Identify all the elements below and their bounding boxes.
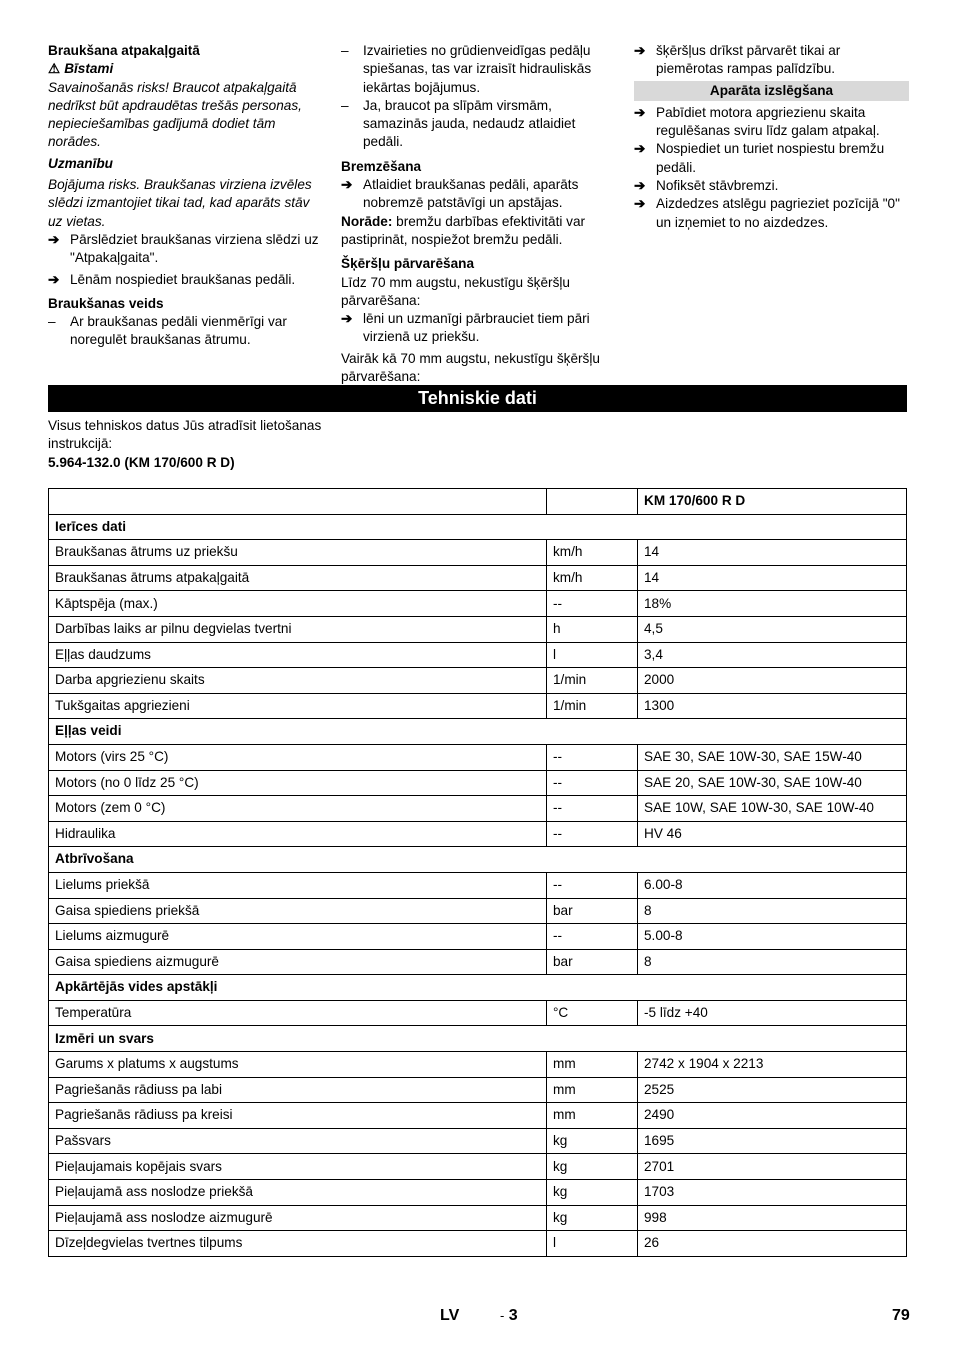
unit-cell: -- <box>547 872 638 898</box>
table-row <box>49 1205 907 1231</box>
unit-cell: -- <box>547 770 638 796</box>
param-cell: Pieļaujamā ass noslodze aizmugurē <box>49 1205 547 1231</box>
table-row <box>49 770 907 796</box>
model-number: 5.964-132.0 (KM 170/600 R D) <box>48 454 235 470</box>
column-2 <box>341 42 617 386</box>
arrow-icon: ➔ <box>634 178 646 194</box>
caution-text: Bojājuma risks. Braukšanas virziena izvēles slēdzi izmantojiet tikai tad, kad aparāts stāv uz vietas. <box>48 177 312 229</box>
dash-icon: – <box>341 43 349 58</box>
note-text: bremžu darbības efektivitāti var pastiprināt, nospiežot bremžu pedāli. <box>341 213 586 247</box>
unit-cell: mm <box>547 1052 638 1078</box>
note-paragraph <box>341 213 617 250</box>
heading-shutdown: Aparāta izslēgšana <box>634 81 909 101</box>
value-cell: 14 <box>638 565 907 591</box>
unit-cell: kg <box>547 1128 638 1154</box>
unit-cell: 1/min <box>547 668 638 694</box>
value-cell: 2742 x 1904 x 2213 <box>638 1052 907 1078</box>
table-row <box>49 1077 907 1103</box>
step-item: ➔ Pabīdiet motora apgriezienu skaita regulēšanas sviru līdz galam atpakaļ. <box>634 104 880 139</box>
value-cell: HV 46 <box>638 821 907 847</box>
param-cell: Kāptspēja (max.) <box>49 591 547 617</box>
arrow-icon: ➔ <box>634 104 646 120</box>
dash-item: – Ar braukšanas pedāli vienmērīgi var noregulēt braukšanas ātrumu. <box>48 314 287 348</box>
value-cell: 18% <box>638 591 907 617</box>
table-row <box>49 821 907 847</box>
arrow-icon: ➔ <box>634 196 646 212</box>
danger-label-row <box>48 60 324 78</box>
table-row <box>49 949 907 975</box>
step-item: ➔ Lēnām nospiediet braukšanas pedāli. <box>48 271 324 289</box>
unit-cell: km/h <box>547 540 638 566</box>
param-cell: Motors (zem 0 °C) <box>49 796 547 822</box>
unit-cell: l <box>547 642 638 668</box>
step-item: ➔ šķēršļus drīkst pārvarēt tikai ar piemērotas rampas palīdzību. <box>634 43 841 77</box>
value-cell: 1300 <box>638 693 907 719</box>
table-row <box>49 565 907 591</box>
section-label: Eļļas veidi <box>49 719 907 745</box>
value-cell: 4,5 <box>638 616 907 642</box>
unit-cell: mm <box>547 1077 638 1103</box>
value-cell: 26 <box>638 1231 907 1257</box>
step-item: ➔ Pārslēdziet braukšanas virziena slēdzi uz "Atpakaļgaita". <box>48 231 319 266</box>
dash-icon: – <box>48 314 56 330</box>
param-cell: Pieļaujamā ass noslodze priekšā <box>49 1180 547 1206</box>
param-cell: Lielums priekšā <box>49 872 547 898</box>
arrow-icon: ➔ <box>341 311 353 327</box>
param-cell: Hidraulika <box>49 821 547 847</box>
value-cell: 8 <box>638 949 907 975</box>
table-row <box>49 1128 907 1154</box>
unit-cell: kg <box>547 1205 638 1231</box>
table-row <box>49 1000 907 1026</box>
unit-cell: kg <box>547 1154 638 1180</box>
value-cell: 2701 <box>638 1154 907 1180</box>
value-cell: 2490 <box>638 1103 907 1129</box>
param-cell: Gaisa spiediens aizmugurē <box>49 949 547 975</box>
section-label: Izmēri un svars <box>49 1026 907 1052</box>
param-cell: Tukšgaitas apgriezieni <box>49 693 547 719</box>
param-cell: Gaisa spiediens priekšā <box>49 898 547 924</box>
param-cell: Motors (virs 25 °C) <box>49 744 547 770</box>
table-row <box>49 591 907 617</box>
unit-cell: mm <box>547 1103 638 1129</box>
table-row <box>49 924 907 950</box>
unit-cell: -- <box>547 796 638 822</box>
obstacle-text-2: Vairāk kā 70 mm augstu, nekustīgu šķēršļu pārvarēšana: <box>341 350 600 385</box>
footer-language: LV <box>440 1307 460 1324</box>
param-cell: Braukšanas ātrums atpakaļgaitā <box>49 565 547 591</box>
step-item: ➔ Atlaidiet braukšanas pedāli, aparāts nobremzē patstāvīgi un apstājas. <box>341 177 579 211</box>
table-row <box>49 1231 907 1257</box>
section-label: Apkārtējās vides apstākļi <box>49 975 907 1001</box>
param-cell: Temperatūra <box>49 1000 547 1026</box>
unit-cell: km/h <box>547 565 638 591</box>
obstacle-text-1: Līdz 70 mm augstu, nekustīgu šķēršļu pārvarēšana: <box>341 274 570 308</box>
intro <box>48 417 328 472</box>
table-section-row <box>49 514 907 540</box>
unit-cell: -- <box>547 591 638 617</box>
param-cell: Pašsvars <box>49 1128 547 1154</box>
unit-cell: -- <box>547 744 638 770</box>
table-row <box>49 642 907 668</box>
warning-triangle-icon: ⚠ <box>48 61 61 77</box>
value-cell: 2000 <box>638 668 907 694</box>
param-cell: Pagriešanās rādiuss pa kreisi <box>49 1103 547 1129</box>
param-cell: Darba apgriezienu skaits <box>49 668 547 694</box>
value-cell: -5 līdz +40 <box>638 1000 907 1026</box>
unit-cell: h <box>547 616 638 642</box>
value-cell: SAE 10W, SAE 10W-30, SAE 10W-40 <box>638 796 907 822</box>
value-cell: 8 <box>638 898 907 924</box>
footer-local-page: - 3 <box>500 1307 518 1324</box>
heading-brake: Bremzēšana <box>341 158 422 174</box>
column-3 <box>634 42 909 232</box>
param-cell: Motors (no 0 līdz 25 °C) <box>49 770 547 796</box>
table-row <box>49 872 907 898</box>
section-label: Ierīces dati <box>49 514 907 540</box>
dash-item: – Izvairieties no grūdienveidīgas pedāļu spiešanas, tas var izraisīt hidrauliskās iekārtas bojājumus. <box>341 43 592 95</box>
value-cell: 6.00-8 <box>638 872 907 898</box>
column-1 <box>48 42 324 350</box>
value-cell: 998 <box>638 1205 907 1231</box>
arrow-icon: ➔ <box>634 141 646 157</box>
table-section-row <box>49 1026 907 1052</box>
param-cell: Braukšanas ātrums uz priekšu <box>49 540 547 566</box>
heading-reverse: Braukšana atpakaļgaitā <box>48 43 200 58</box>
step-item: ➔ lēni un uzmanīgi pārbrauciet tiem pāri virzienā uz priekšu. <box>341 311 590 345</box>
table-row <box>49 898 907 924</box>
param-cell: Darbības laiks ar pilnu degvielas tvertni <box>49 616 547 642</box>
value-cell: 1703 <box>638 1180 907 1206</box>
step-item: ➔ Nospiediet un turiet nospiestu bremžu pedāli. <box>634 141 885 175</box>
table-row <box>49 1103 907 1129</box>
table-row <box>49 1052 907 1078</box>
intro-text: Visus tehniskos datus Jūs atradīsit lietošanas instrukcijā: <box>48 418 322 452</box>
section-label: Atbrīvošana <box>49 847 907 873</box>
table-header-row <box>49 489 907 515</box>
header-cell <box>49 489 547 515</box>
danger-text: Savainošanās risks! Braucot atpakaļgaitā nedrīkst būt apdraudētas trešās personas, nepieciešamības gadījumā dodiet tām norādes. <box>48 79 302 150</box>
value-cell: 5.00-8 <box>638 924 907 950</box>
table-row <box>49 1154 907 1180</box>
unit-cell: bar <box>547 898 638 924</box>
caution-label: Uzmanību <box>48 155 113 171</box>
danger-label: Bīstami <box>64 61 114 77</box>
arrow-icon: ➔ <box>48 271 60 287</box>
arrow-icon: ➔ <box>634 43 646 58</box>
table-row <box>49 668 907 694</box>
table-row <box>49 796 907 822</box>
value-cell: 14 <box>638 540 907 566</box>
unit-cell: -- <box>547 821 638 847</box>
table-section-row <box>49 719 907 745</box>
unit-cell: kg <box>547 1180 638 1206</box>
dash-icon: – <box>341 97 349 113</box>
value-cell: 1695 <box>638 1128 907 1154</box>
header-cell: KM 170/600 R D <box>638 489 907 515</box>
dash-item: – Ja, braucot pa slīpām virsmām, samazinās jauda, nedaudz atlaidiet pedāli. <box>341 97 576 150</box>
tech-data-table <box>48 488 907 1257</box>
value-cell: 3,4 <box>638 642 907 668</box>
table-row <box>49 693 907 719</box>
note-label: Norāde: <box>341 213 393 229</box>
unit-cell: °C <box>547 1000 638 1026</box>
table-row <box>49 744 907 770</box>
unit-cell: -- <box>547 924 638 950</box>
arrow-icon: ➔ <box>341 177 353 193</box>
unit-cell: 1/min <box>547 693 638 719</box>
heading-mode: Braukšanas veids <box>48 295 164 311</box>
param-cell: Garums x platums x augstums <box>49 1052 547 1078</box>
table-row <box>49 616 907 642</box>
table-row <box>49 540 907 566</box>
unit-cell: l <box>547 1231 638 1257</box>
arrow-icon: ➔ <box>48 231 60 247</box>
param-cell: Eļļas daudzums <box>49 642 547 668</box>
param-cell: Pagriešanās rādiuss pa labi <box>49 1077 547 1103</box>
heading-obstacle: Šķēršļu pārvarēšana <box>341 256 475 272</box>
table-row <box>49 1180 907 1206</box>
footer-page-number: 79 <box>892 1307 910 1324</box>
param-cell: Pieļaujamais kopējais svars <box>49 1154 547 1180</box>
value-cell: SAE 20, SAE 10W-30, SAE 10W-40 <box>638 770 907 796</box>
value-cell: 2525 <box>638 1077 907 1103</box>
param-cell: Dīzeļdegvielas tvertnes tilpums <box>49 1231 547 1257</box>
unit-cell: bar <box>547 949 638 975</box>
param-cell: Lielums aizmugurē <box>49 924 547 950</box>
step-item: ➔ Nofiksēt stāvbremzi. <box>634 177 909 195</box>
step-item: ➔ Aizdedzes atslēgu pagrieziet pozīcijā "0" un izņemiet to no aizdedzes. <box>634 196 900 230</box>
table-section-row <box>49 975 907 1001</box>
value-cell: SAE 30, SAE 10W-30, SAE 15W-40 <box>638 744 907 770</box>
section-banner: Tehniskie dati <box>48 385 907 412</box>
header-cell <box>547 489 638 515</box>
table-section-row <box>49 847 907 873</box>
